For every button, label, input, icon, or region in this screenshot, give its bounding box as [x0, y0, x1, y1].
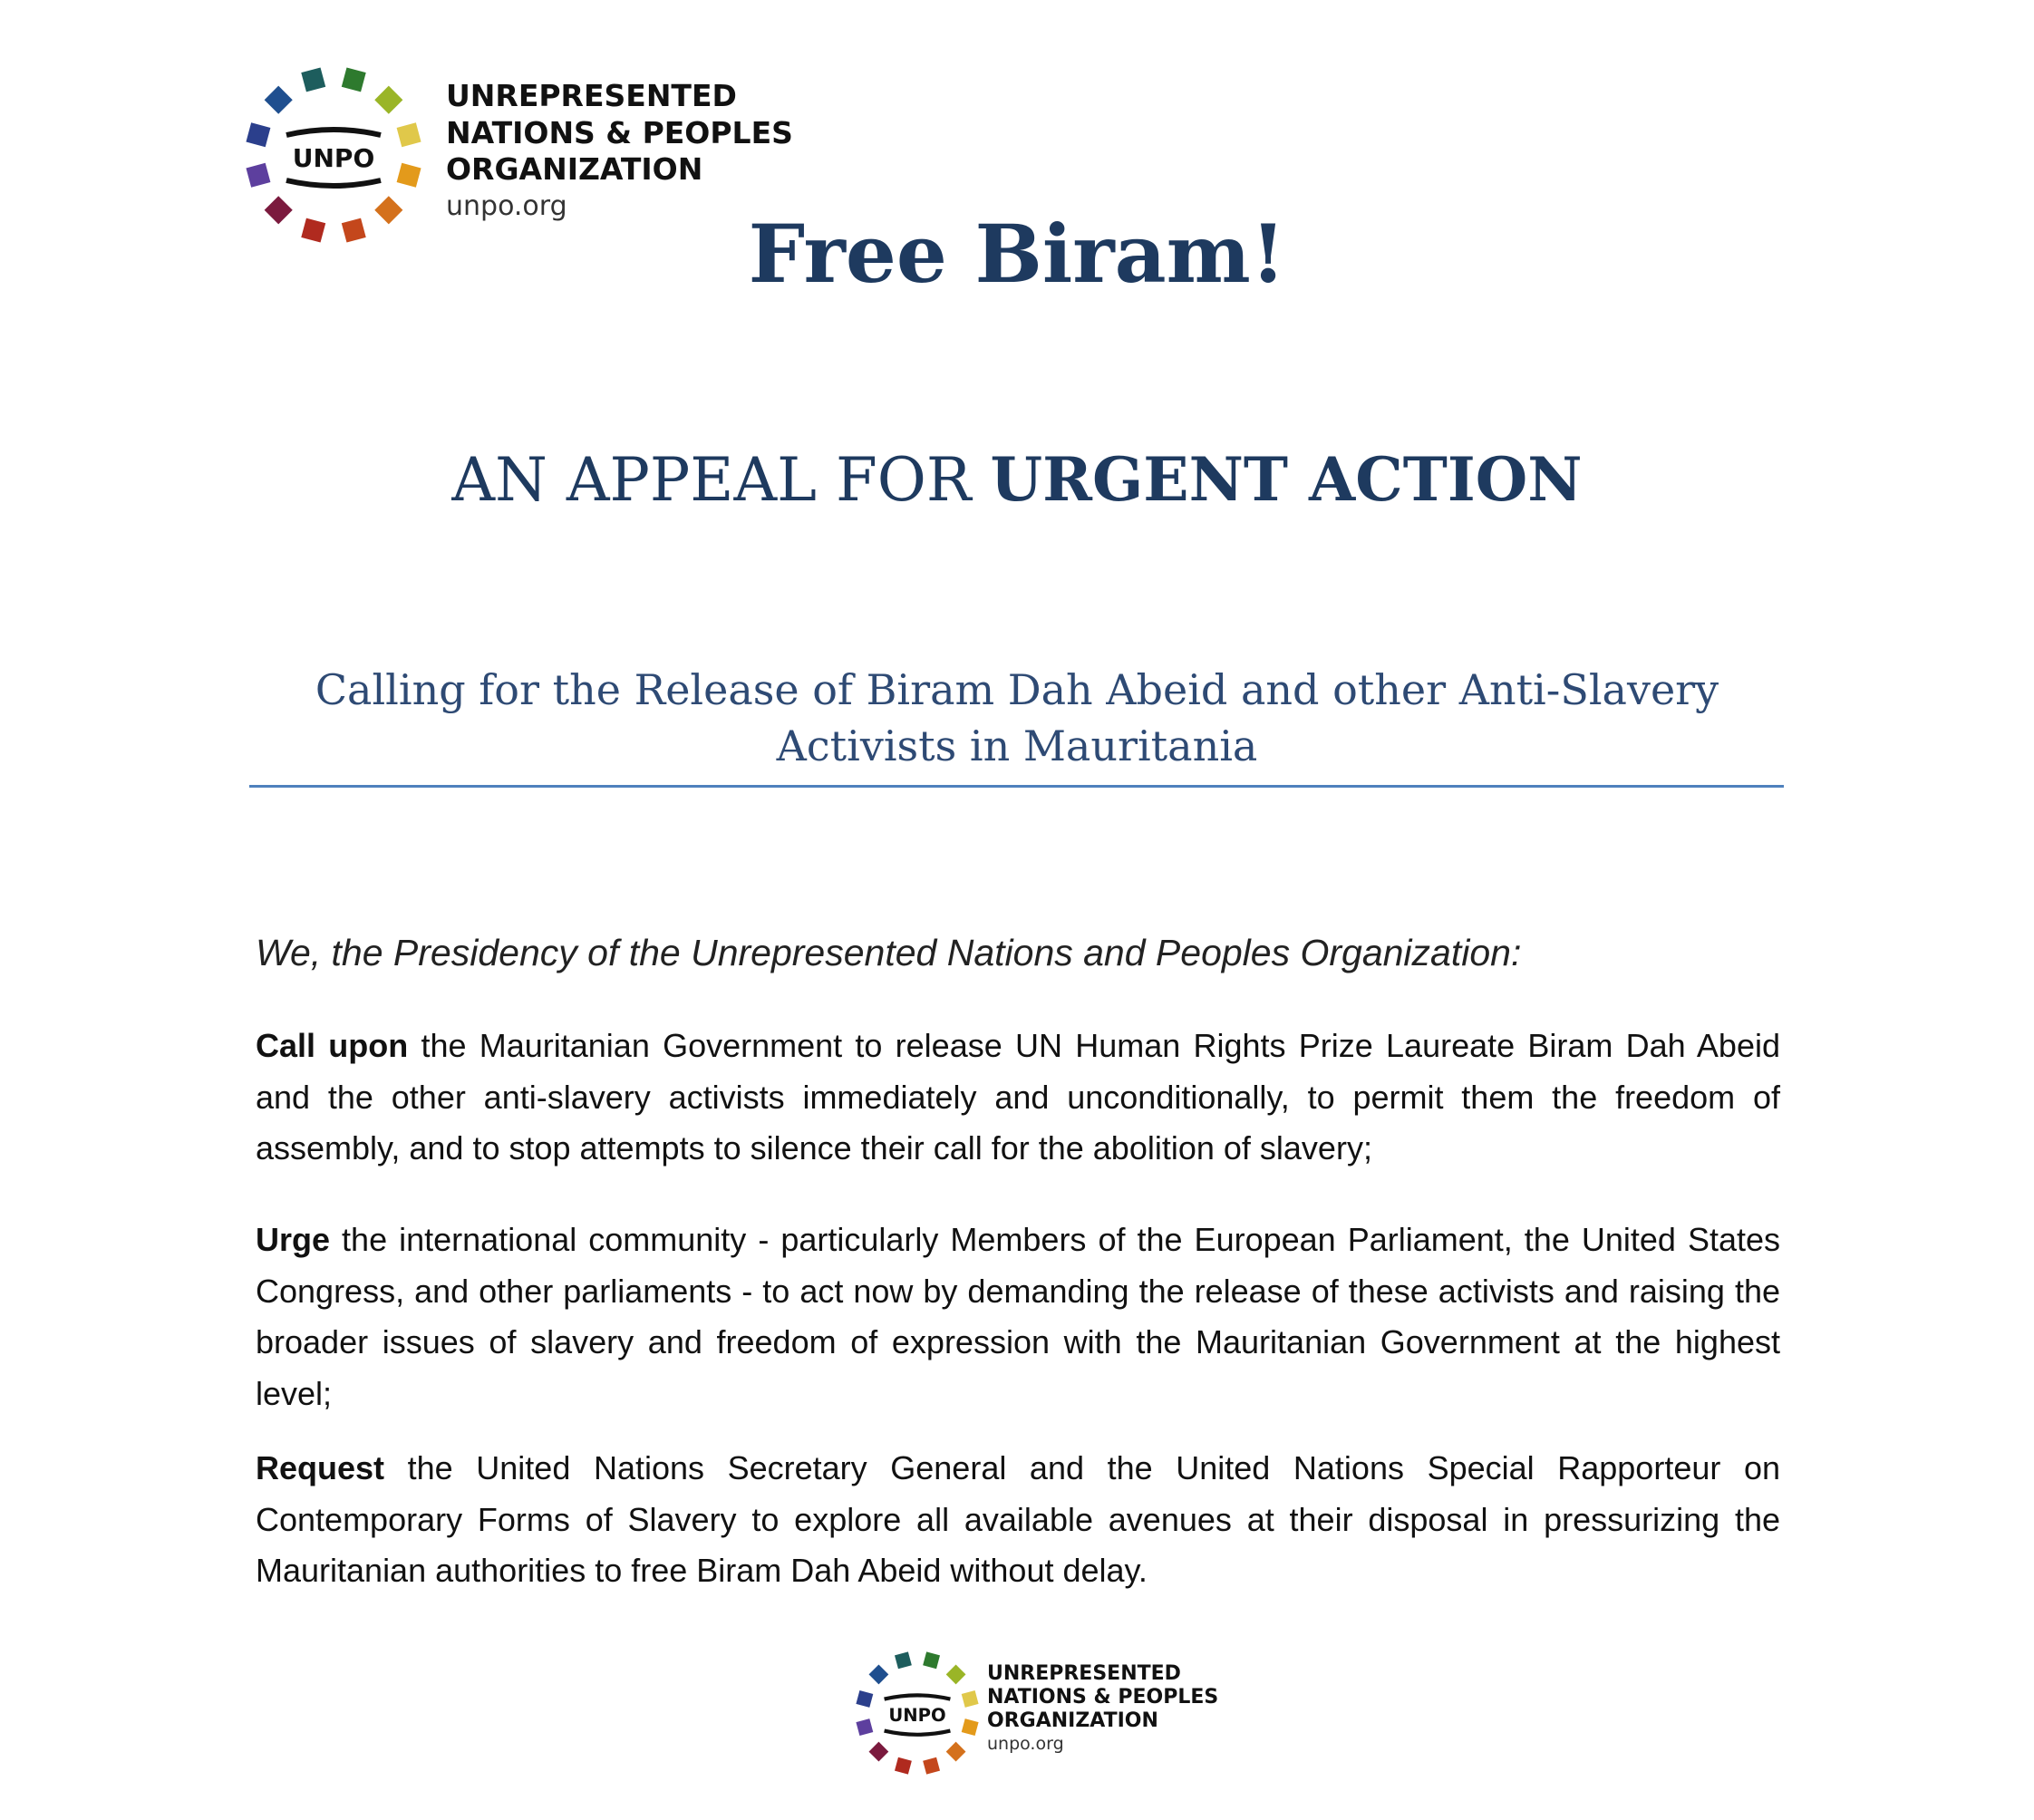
- ring-segment: [246, 163, 270, 188]
- ring-segment: [923, 1757, 940, 1775]
- ring-segment: [946, 1665, 966, 1685]
- paragraph-call-upon: [256, 1021, 1780, 1175]
- divider-rule: [249, 785, 1784, 788]
- ring-segment: [895, 1757, 912, 1775]
- ring-segment: [856, 1718, 873, 1736]
- appeal-prefix: AN APPEAL FOR: [451, 445, 991, 515]
- subtitle-line-2: Activists in Mauritania: [776, 721, 1258, 770]
- unpo-ring-icon: [854, 1650, 981, 1776]
- logo-url: unpo.org: [446, 190, 567, 222]
- ring-segment: [342, 67, 366, 92]
- paragraph-request: [256, 1443, 1780, 1597]
- unpo-logo-footer: [854, 1650, 1219, 1776]
- appeal-heading: [0, 444, 2034, 516]
- unpo-mark-text: UNPO: [292, 143, 375, 173]
- logo-line-1: UNREPRESENTED: [446, 78, 737, 113]
- paragraph-text: the Mauritanian Government to release UN Human Rights Prize Laureate Biram Dah Abeid and the other anti-slavery activists immediately and unconditionally, to permit them the freedom of assembly, and to stop attempts to silence their call for the abolition of slavery;: [256, 1027, 1780, 1167]
- ring-segment: [397, 122, 421, 147]
- page-title: Free Biram!: [748, 207, 1286, 301]
- paragraph-text: the international community - particularly Members of the European Parliament, the United States Congress, and other parliaments - to act now by demanding the release of these activists and raising the broader issues of slavery and freedom of expression with the Mauritanian Government at the highest level;: [256, 1221, 1780, 1412]
- logo-line-3: ORGANIZATION: [987, 1709, 1158, 1732]
- ring-segment: [962, 1690, 979, 1708]
- ring-segment: [923, 1651, 940, 1669]
- paragraph-lead: Urge: [256, 1221, 331, 1258]
- ring-segment: [246, 122, 270, 147]
- appeal-bold: URGENT ACTION: [990, 444, 1583, 515]
- ring-segment: [856, 1690, 873, 1708]
- subtitle: [250, 662, 1784, 774]
- ring-segment: [962, 1718, 979, 1736]
- ring-segment: [265, 86, 293, 114]
- unpo-mark-text: UNPO: [888, 1705, 946, 1727]
- paragraph-lead: Request: [256, 1449, 385, 1486]
- paragraph-urge: [256, 1215, 1780, 1419]
- ring-segment: [397, 163, 421, 188]
- subtitle-line-1: Calling for the Release of Biram Dah Abeid and other Anti-Slavery: [315, 665, 1719, 714]
- paragraph-lead: Call upon: [256, 1027, 409, 1064]
- ring-segment: [374, 86, 402, 114]
- logo-line-2: NATIONS & PEOPLES: [987, 1686, 1219, 1709]
- logo-url: unpo.org: [987, 1734, 1064, 1754]
- ring-segment: [869, 1742, 889, 1762]
- logo-line-3: ORGANIZATION: [446, 151, 703, 187]
- ring-segment: [301, 67, 325, 92]
- ring-segment: [895, 1651, 912, 1669]
- paragraph-text: the United Nations Secretary General and the United Nations Special Rapporteur on Contemporary Forms of Slavery to explore all available avenues at their disposal in pressurizing the Mauritanian authorities to free Biram Dah Abeid without delay.: [256, 1449, 1780, 1589]
- logo-line-1: UNREPRESENTED: [987, 1662, 1181, 1685]
- ring-segment: [869, 1665, 889, 1685]
- ring-segment: [946, 1742, 966, 1762]
- logo-line-2: NATIONS & PEOPLES: [446, 115, 793, 150]
- intro-statement: We, the Presidency of the Unrepresented Nations and Peoples Organization:: [256, 932, 1522, 973]
